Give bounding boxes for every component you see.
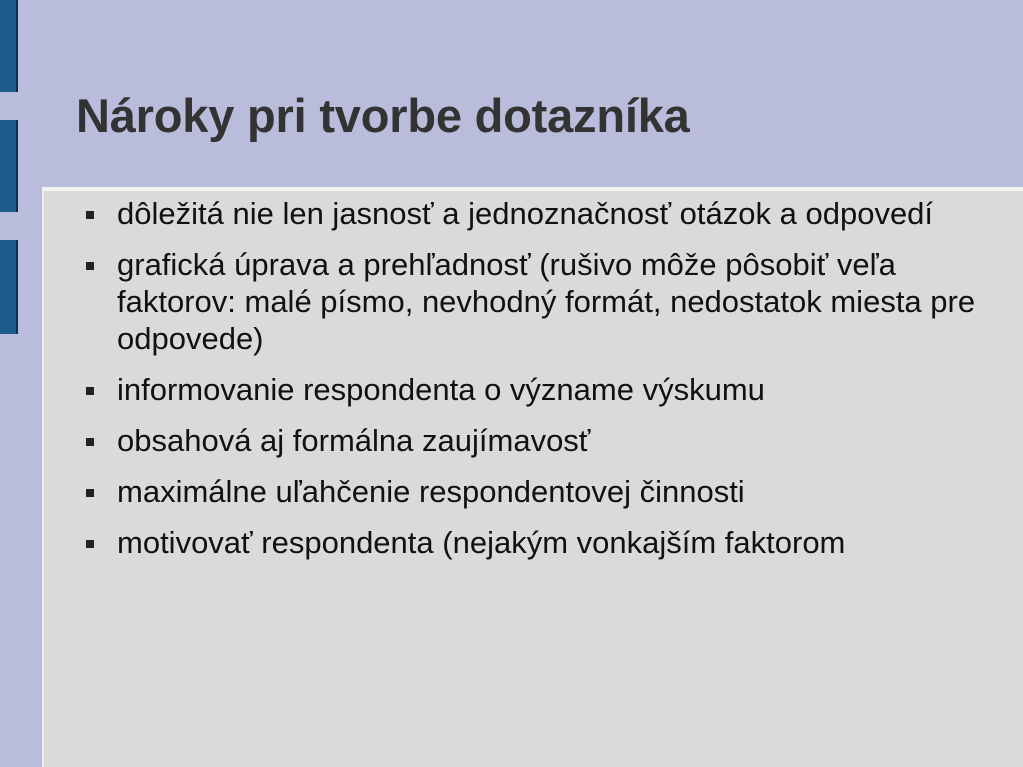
bullet-item-motivation [82,524,1007,561]
bullet-text: motivovať respondenta (nejakým vonkajším faktorom [117,525,846,560]
bullet-text: maximálne uľahčenie respondentovej činnosti [117,474,745,509]
bullet-list [82,195,1007,575]
bullet-item-interest [82,422,1007,459]
left-accent-bar-bottom [0,240,18,334]
bullet-square-icon [86,438,94,446]
slide-title: Nároky pri tvorbe dotazníka [76,89,690,142]
left-accent-bar-middle [0,120,18,212]
bullet-square-icon [86,489,94,497]
bullet-square-icon [86,211,94,219]
bullet-text: obsahová aj formálna zaujímavosť [117,423,591,458]
bullet-item-layout [82,246,1007,357]
bullet-text: dôležitá nie len jasnosť a jednoznačnosť otázok a odpovedí [117,196,934,231]
bullet-square-icon [86,262,94,270]
bullet-item-ease [82,473,1007,510]
bullet-text: informovanie respondenta o význame výskumu [117,372,765,407]
bullet-item-informing [82,371,1007,408]
bullet-square-icon [86,387,94,395]
bullet-item-clarity [82,195,1007,232]
left-accent-bar-top [0,0,18,92]
bullet-square-icon [86,540,94,548]
bullet-text: grafická úprava a prehľadnosť (rušivo môže pôsobiť veľa faktorov: malé písmo, nevhodný formát, nedostatok miesta pre odpovede) [117,247,976,356]
